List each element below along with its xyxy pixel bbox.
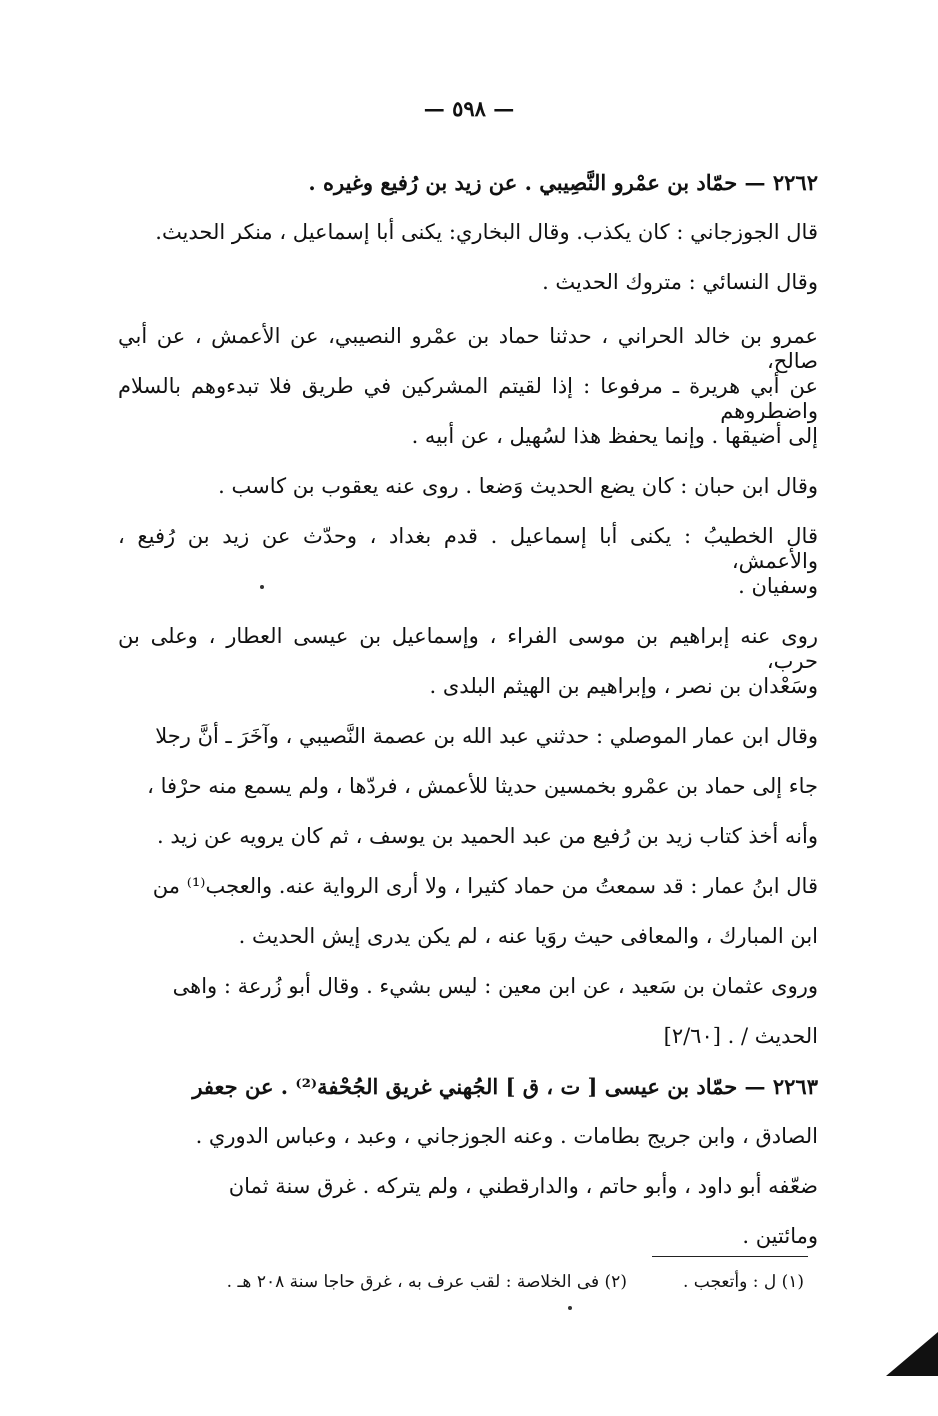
page-number: — ٥٩٨ — (423, 96, 515, 121)
scan-speck (568, 1306, 572, 1310)
footnote-divider (652, 1256, 808, 1257)
text-line: ضعّفه أبو داود ، وأبو حاتم ، والدارقطني ، ولم يتركه . غرق سنة ثمان (228, 1174, 818, 1198)
text-line: قال ابنُ عمار : قد سمعتُ من حماد كثيرا ، ولا أرى الرواية عنه. والعجب⁽¹⁾ من (152, 874, 818, 898)
text-line: الصادق ، وابن جريج بطامات . وعنه الجوزجاني ، وعبد ، وعباس الدوري . (195, 1124, 818, 1148)
text-line: وسَعْدان بن نصر ، وإبراهيم بن الهيثم البلدى . (429, 674, 818, 698)
text-line: عن أبي هريرة ـ مرفوعا : إذا لقيتم المشركين في طريق فلا تبدءوهم بالسلام واضطروهم (118, 374, 818, 424)
entry-2262-heading: ٢٢٦٢ — حمّاد بن عمْرو النَّصِيبي . عن زيد بن رُفيع وغيره . (308, 170, 818, 195)
text-line: قال الجوزجاني : كان يكذب. وقال البخاري: يكنى أبا إسماعيل ، منكر الحديث. (155, 220, 818, 244)
text-line: ابن المبارك ، والمعافى حيث روَيا عنه ، لم يكن يدرى إيش الحديث . (238, 924, 818, 948)
scan-speck (260, 585, 264, 589)
text-line: وروى عثمان بن سَعيد ، عن ابن معين : ليس بشيء . وقال أبو زُرعة : واهى (172, 974, 818, 998)
text-line: وقال ابن حبان : كان يضع الحديث وَضعا . روى عنه يعقوب بن كاسب . (218, 474, 818, 498)
text-line: إلى أضيقها . وإنما يحفظ هذا لسُهيل ، عن أبيه . (411, 424, 818, 448)
text-line: جاء إلى حماد بن عمْرو بخمسين حديثا للأعمش ، فردّها ، ولم يسمع منه حرْفا ، (147, 774, 818, 798)
text-line: وقال ابن عمار الموصلي : حدثني عبد الله بن عصمة النَّصيبي ، وآخَرَ ـ أنَّ رجلا (155, 724, 818, 748)
footnotes (128, 1272, 804, 1292)
text-line: ومائتين . (742, 1224, 818, 1248)
text-line: روى عنه إبراهيم بن موسى الفراء ، وإسماعيل بن عيسى العطار ، وعلى بن حرب، (118, 624, 818, 674)
footnote-2: (٢) فى الخلاصة : لقب عرف به ، غرق حاجا سنة ٢٠٨ هـ . (226, 1272, 627, 1292)
page-corner-mark (886, 1332, 938, 1376)
entry-2263-heading: ٢٢٦٣ — حمّاد بن عيسى [ ت ، ق ] الجُهني غريق الجُحْفة⁽²⁾ . عن جعفر (192, 1074, 818, 1099)
text-line: قال الخطيبُ : يكنى أبا إسماعيل . قدم بغداد ، وحدّث عن زيد بن رُفيع ، والأعمش، (118, 524, 818, 574)
text-line: الحديث / . [٢/٦٠] (663, 1024, 818, 1048)
text-line: وقال النسائي : متروك الحديث . (542, 270, 818, 294)
text-line: وأنه أخذ كتاب زيد بن رُفيع من عبد الحميد بن يوسف ، ثم كان يرويه عن زيد . (157, 824, 818, 848)
text-line: عمرو بن خالد الحراني ، حدثنا حماد بن عمْرو النصيبي، عن الأعمش ، عن أبي صالح، (118, 324, 818, 374)
text-line: وسفيان . (738, 574, 818, 598)
footnote-1: (١) ل : وأتعجب . (682, 1272, 804, 1292)
